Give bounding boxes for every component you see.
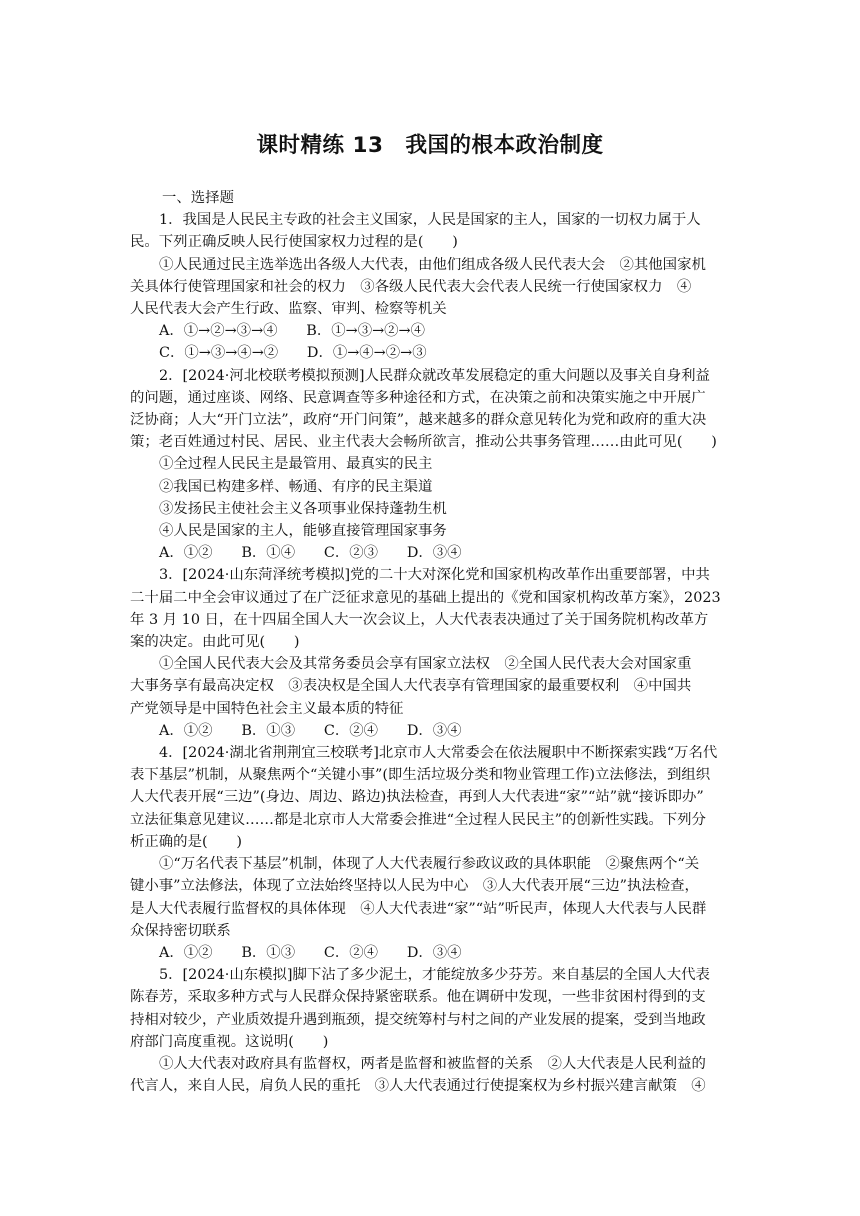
text-line: 二十届二中全会审议通过了在广泛征求意见的基础上提出的《党和国家机构改革方案》，2023 [130, 589, 721, 606]
text-line: 人民代表大会产生行政、监察、审判、检察等机关 [130, 301, 447, 318]
text-line: 代言人，来自人民，肩负人民的重托 ③人大代表通过行使提案权为乡村振兴建言献策 ④ [130, 1078, 706, 1095]
text-line: 的问题，通过座谈、网络、民意调查等多种途径和方式，在决策之前和决策实施之中开展广 [130, 389, 706, 406]
question-content [130, 187, 730, 1097]
text-line: 泛协商；人大“开门立法”，政府“开门问策”，越来越多的群众意见转化为党和政府的重大决 [130, 412, 707, 429]
page-title: 课时精练 13 我国的根本政治制度 [256, 133, 604, 158]
text-line: 1．我国是人民民主专政的社会主义国家，人民是国家的主人，国家的一切权力属于人 [159, 212, 701, 229]
text-line: 2．[2024·河北校联考模拟预测]人民群众就改革发展稳定的重大问题以及事关自身利益 [159, 367, 710, 384]
text-line: 是人大代表履行监督权的具体体现 ④人大代表进“家”“站”听民声，体现人大代表与人民群 [130, 900, 707, 917]
text-line: 民。下列正确反映人民行使国家权力过程的是( ) [130, 234, 458, 251]
text-line: A．①② B．①③ C．②④ D．③④ [159, 722, 462, 739]
text-line: 大事务享有最高决定权 ③表决权是全国人大代表享有管理国家的最重要权利 ④中国共 [130, 678, 692, 695]
text-line: 析正确的是( ) [130, 833, 242, 850]
text-line: 5．[2024·山东模拟]脚下沾了多少泥土，才能绽放多少芬芳。来自基层的全国人大代表 [159, 967, 710, 984]
text-line: 陈春芳，采取多种方式与人民群众保持紧密联系。他在调研中发现，一些非贫困村得到的支 [130, 989, 706, 1006]
text-line: 产党领导是中国特色社会主义最本质的特征 [130, 700, 404, 717]
text-line: 关具体行使管理国家和社会的权力 ③各级人民代表大会代表人民统一行使国家权力 ④ [130, 278, 692, 295]
text-line: 立法征集意见建议……都是北京市人大常委会推进“全过程人民民主”的创新性实践。下列分 [130, 811, 706, 828]
text-line: 3．[2024·山东菏泽统考模拟]党的二十大对深化党和国家机构改革作出重要部署，中共 [159, 567, 710, 584]
text-line: 府部门高度重视。这说明( ) [130, 1033, 329, 1050]
text-line: ①全国人民代表大会及其常务委员会享有国家立法权 ②全国人民代表大会对国家重 [159, 656, 692, 673]
text-line: 众保持密切联系 [130, 922, 231, 939]
text-line: ②我国已构建多样、畅通、有序的民主渠道 [159, 478, 433, 495]
text-line: ①人民通过民主选举选出各级人大代表，由他们组成各级人民代表大会 ②其他国家机 [159, 256, 706, 273]
text-line: A．①② B．①③ C．②④ D．③④ [159, 944, 462, 961]
text-line: 人大代表开展“三边”(身边、周边、路边)执法检查，再到人大代表进“家”“站”就“接诉即办” [130, 789, 704, 806]
text-line: ①全过程人民民主是最管用、最真实的民主 [159, 456, 433, 473]
text-line: 年 3 月 10 日，在十四届全国人大一次会议上，人大代表表决通过了关于国务院机构改革方 [130, 611, 709, 628]
text-line: ①“万名代表下基层”机制，体现了人大代表履行参政议政的具体职能 ②聚焦两个“关 [159, 856, 700, 873]
text-line: A．①→②→③→④ B．①→③→②→④ [159, 323, 426, 340]
text-lines [130, 209, 730, 1097]
text-line: 案的决定。由此可见( ) [130, 634, 300, 651]
text-line: 键小事”立法修法，体现了立法始终坚持以人民为中心 ③人大代表开展“三边”执法检查， [130, 878, 699, 895]
text-line: 表下基层”机制，从聚焦两个“关键小事”(即生活垃圾分类和物业管理工作)立法修法，到组织 [130, 767, 711, 784]
text-line: ①人大代表对政府具有监督权，两者是监督和被监督的关系 ②人大代表是人民利益的 [159, 1055, 706, 1072]
text-line: 策；老百姓通过村民、居民、业主代表大会畅所欲言，推动公共事务管理……由此可见( ) [130, 434, 717, 451]
text-line: ④人民是国家的主人，能够直接管理国家事务 [159, 523, 447, 540]
text-line: 持相对较少，产业质效提升遇到瓶颈，提交统筹村与村之间的产业发展的提案，受到当地政 [130, 1011, 706, 1028]
text-line: A．①② B．①④ C．②③ D．③④ [159, 545, 462, 562]
section-heading: 一、选择题 [162, 190, 234, 206]
text-line: ③发扬民主使社会主义各项事业保持蓬勃生机 [159, 500, 447, 517]
text-line: 4．[2024·湖北省荆荆宜三校联考]北京市人大常委会在依法履职中不断探索实践“万名代 [159, 745, 718, 762]
text-line: C．①→③→④→② D．①→④→②→③ [159, 345, 427, 362]
